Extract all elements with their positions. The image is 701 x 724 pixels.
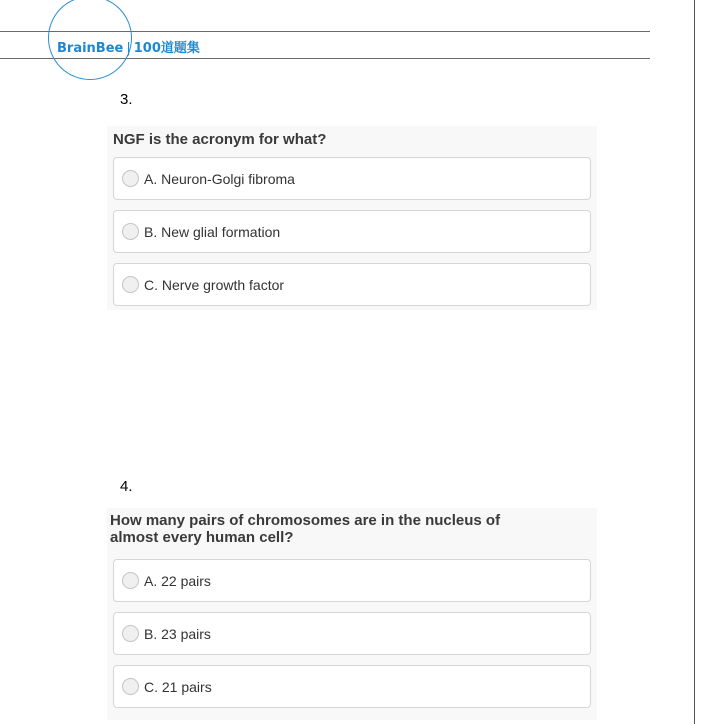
answer-option[interactable] — [113, 559, 591, 602]
question-text-line: How many pairs of chromosomes are in the nucleus of — [110, 512, 501, 529]
page-edge-rule — [694, 0, 695, 724]
radio-button-icon[interactable] — [122, 170, 139, 187]
question-text: NGF is the acronym for what? — [113, 131, 327, 148]
radio-button-icon[interactable] — [122, 223, 139, 240]
question-number: 3. — [120, 91, 133, 108]
question-text-line: almost every human cell? — [110, 529, 294, 546]
answer-option[interactable] — [113, 263, 591, 306]
radio-button-icon[interactable] — [122, 678, 139, 695]
option-label: B. New glial formation — [144, 223, 281, 240]
option-label: A. 22 pairs — [144, 572, 211, 589]
radio-button-icon[interactable] — [122, 625, 139, 642]
answer-option[interactable] — [113, 665, 591, 708]
radio-button-icon[interactable] — [122, 276, 139, 293]
option-label: C. Nerve growth factor — [144, 276, 285, 293]
header-brand — [57, 37, 200, 56]
answer-option[interactable] — [113, 210, 591, 253]
brand-separator: | — [126, 41, 131, 56]
option-label: B. 23 pairs — [144, 625, 211, 642]
question-number: 4. — [120, 478, 133, 495]
option-label: C. 21 pairs — [144, 678, 212, 695]
answer-option[interactable] — [113, 157, 591, 200]
header-title: 100道题集 — [133, 41, 200, 56]
brand-name: BrainBee — [57, 41, 124, 56]
radio-button-icon[interactable] — [122, 572, 139, 589]
header-rule-top — [120, 31, 650, 32]
option-label: A. Neuron-Golgi fibroma — [144, 170, 295, 187]
answer-option[interactable] — [113, 612, 591, 655]
